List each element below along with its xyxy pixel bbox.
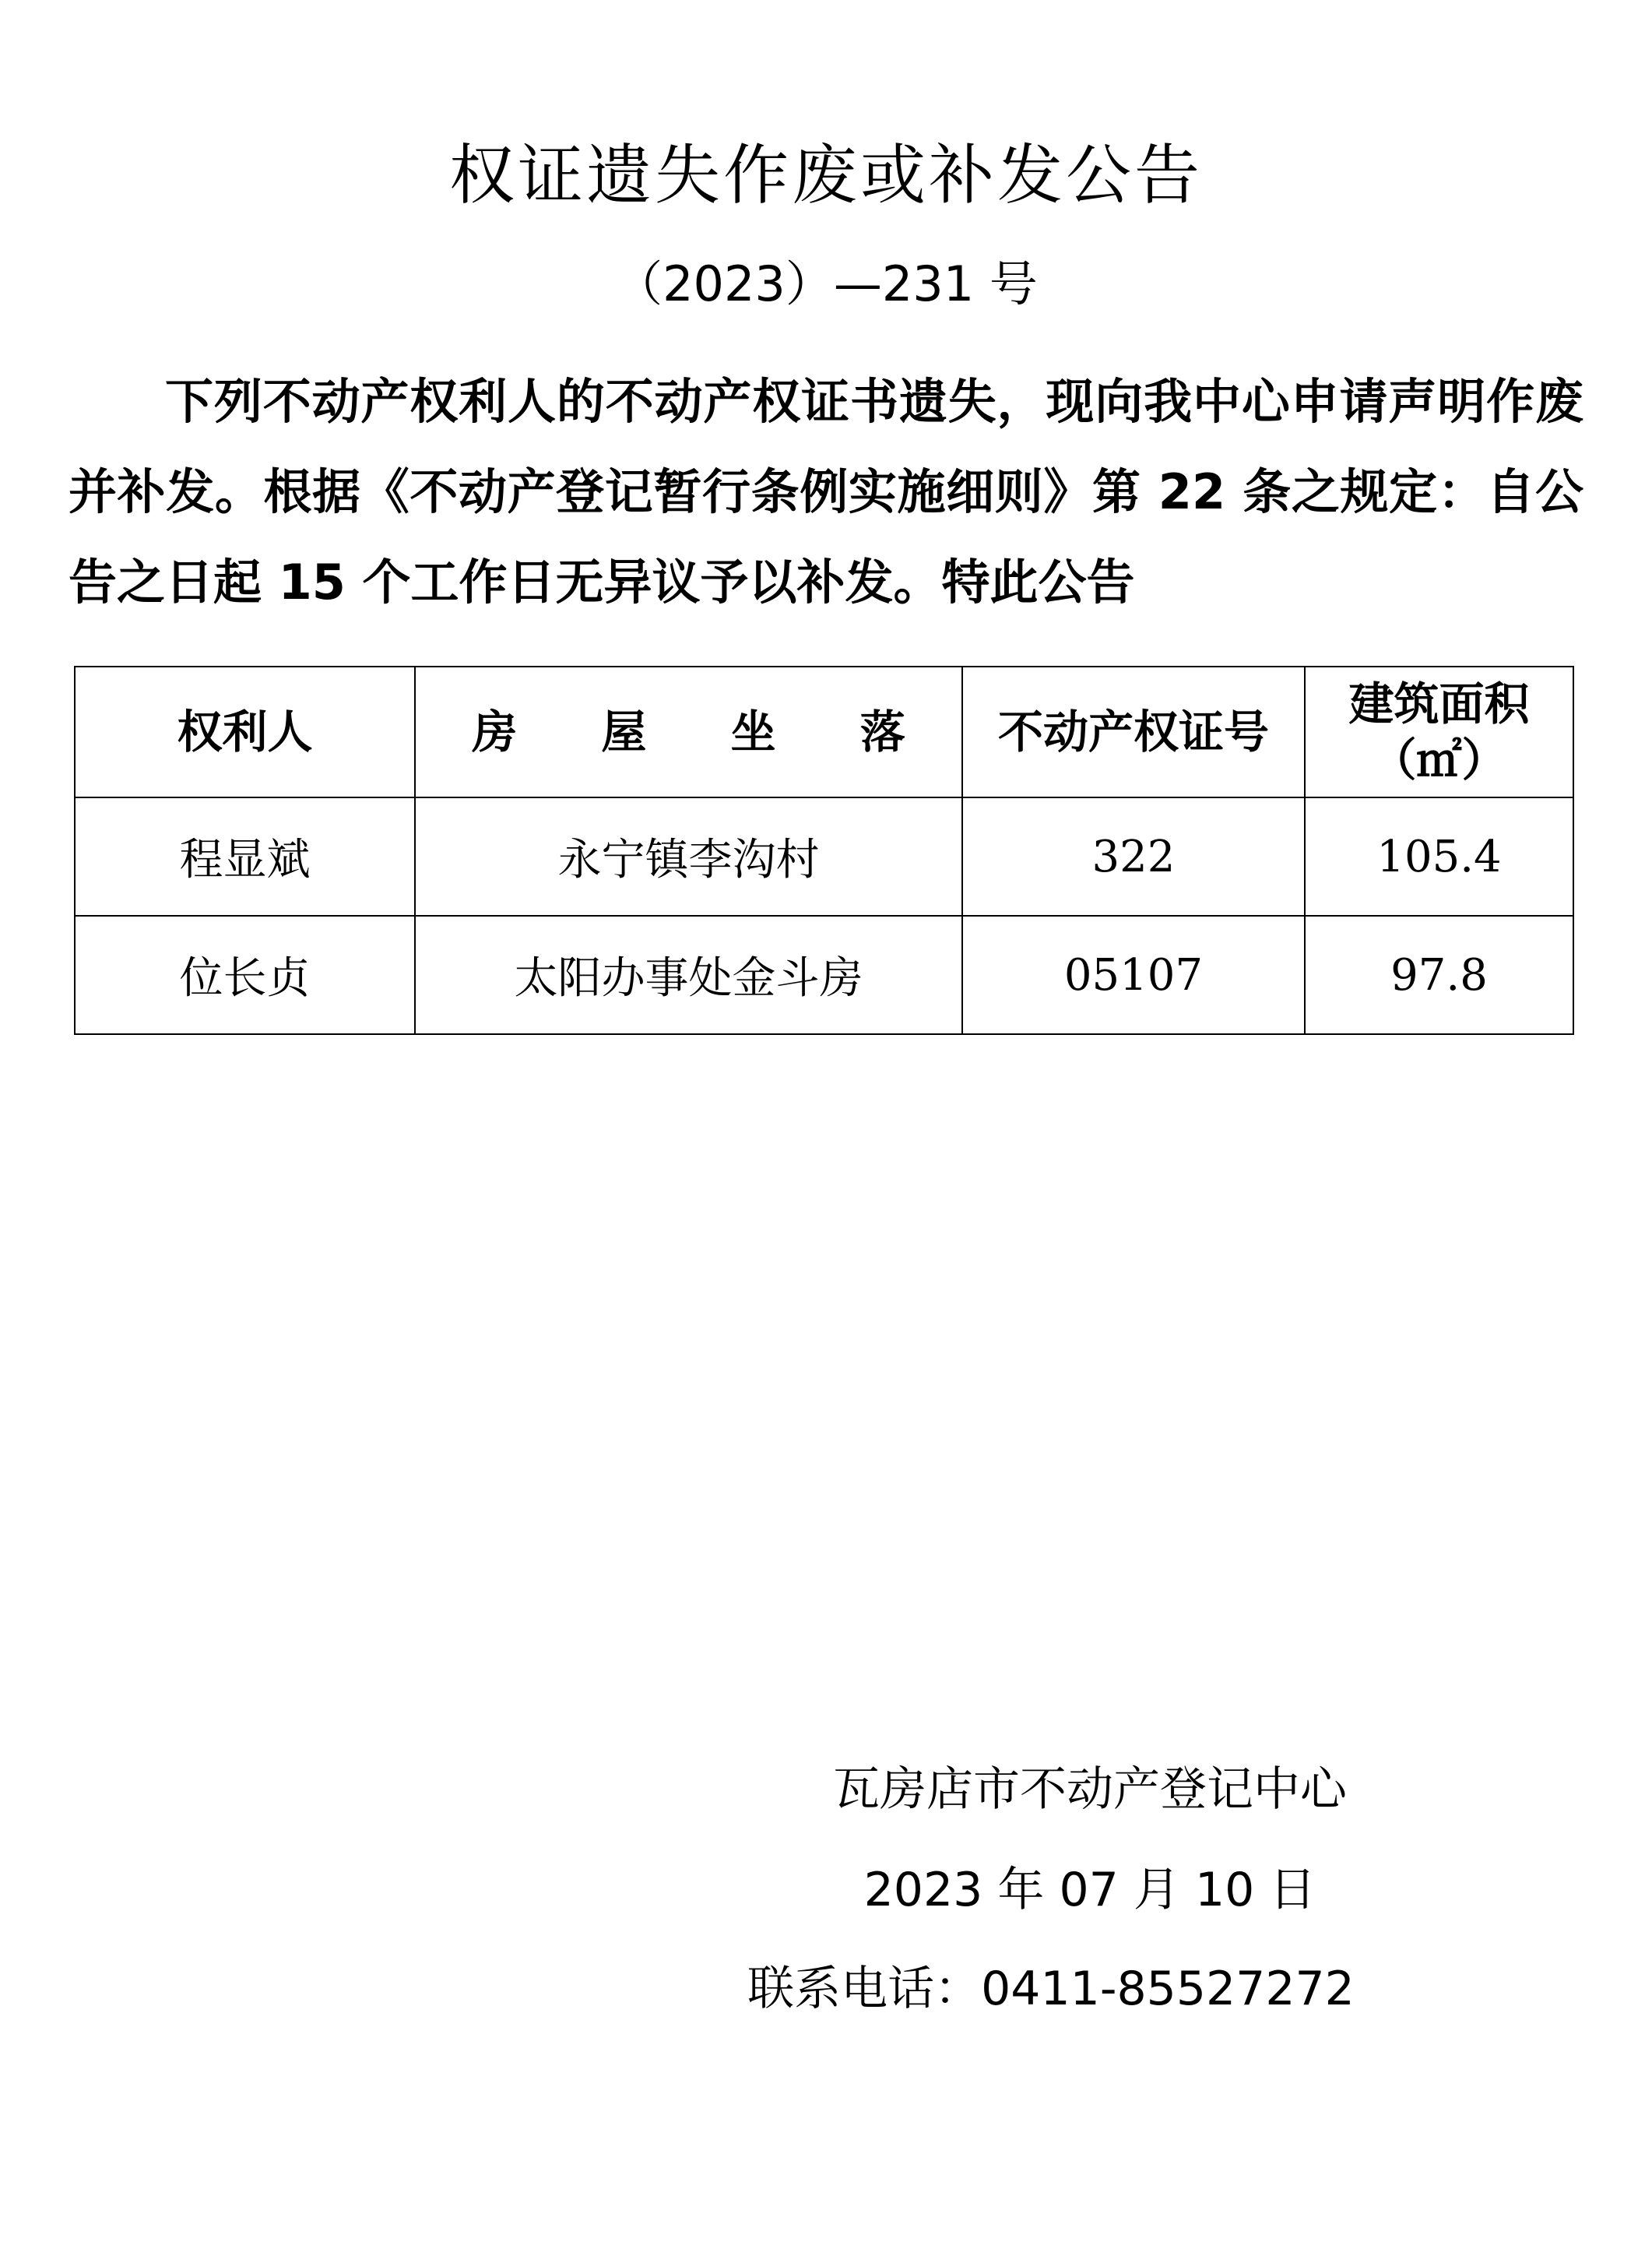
contact-phone: 联系电话：0411-85527272 <box>747 1962 1355 2016</box>
records-table <box>74 666 1574 1035</box>
header-location <box>415 667 962 797</box>
cell-location: 永宁镇李沟村 <box>415 797 962 916</box>
cell-holder: 程显斌 <box>75 797 415 916</box>
cell-location: 太阳办事处金斗房 <box>415 916 962 1034</box>
cell-cert-no: 322 <box>962 797 1305 916</box>
cell-area: 97.8 <box>1305 916 1573 1034</box>
header-area <box>1305 667 1573 797</box>
header-cert-no: 不动产权证号 <box>962 667 1305 797</box>
cell-area: 105.4 <box>1305 797 1573 916</box>
header-location-label: 房 屋 坐 落 <box>472 706 940 758</box>
issuing-organization: 瓦房店市不动产登记中心 <box>833 1762 1347 1817</box>
header-area-line1: 建筑面积 <box>1348 677 1530 730</box>
announcement-body: 下列不动产权利人的不动产权证书遗失，现向我中心申请声明作废并补发。根据《不动产登记暂行条例实施细则》第 22 条之规定：自公告之日起 15 个工作日无异议予以补发。特此公告 <box>69 373 1583 611</box>
document-title: 权证遗失作废或补发公告 <box>448 137 1203 213</box>
table-row <box>75 916 1573 1034</box>
cell-cert-no: 05107 <box>962 916 1305 1034</box>
cell-holder: 位长贞 <box>75 916 415 1034</box>
header-holder: 权利人 <box>75 667 415 797</box>
document-number: （2023）—231 号 <box>614 255 1038 312</box>
issue-date: 2023 年 07 月 10 日 <box>863 1863 1316 1917</box>
table-header-row <box>75 667 1573 797</box>
header-area-unit: （㎡） <box>1371 734 1507 787</box>
table-row <box>75 797 1573 916</box>
